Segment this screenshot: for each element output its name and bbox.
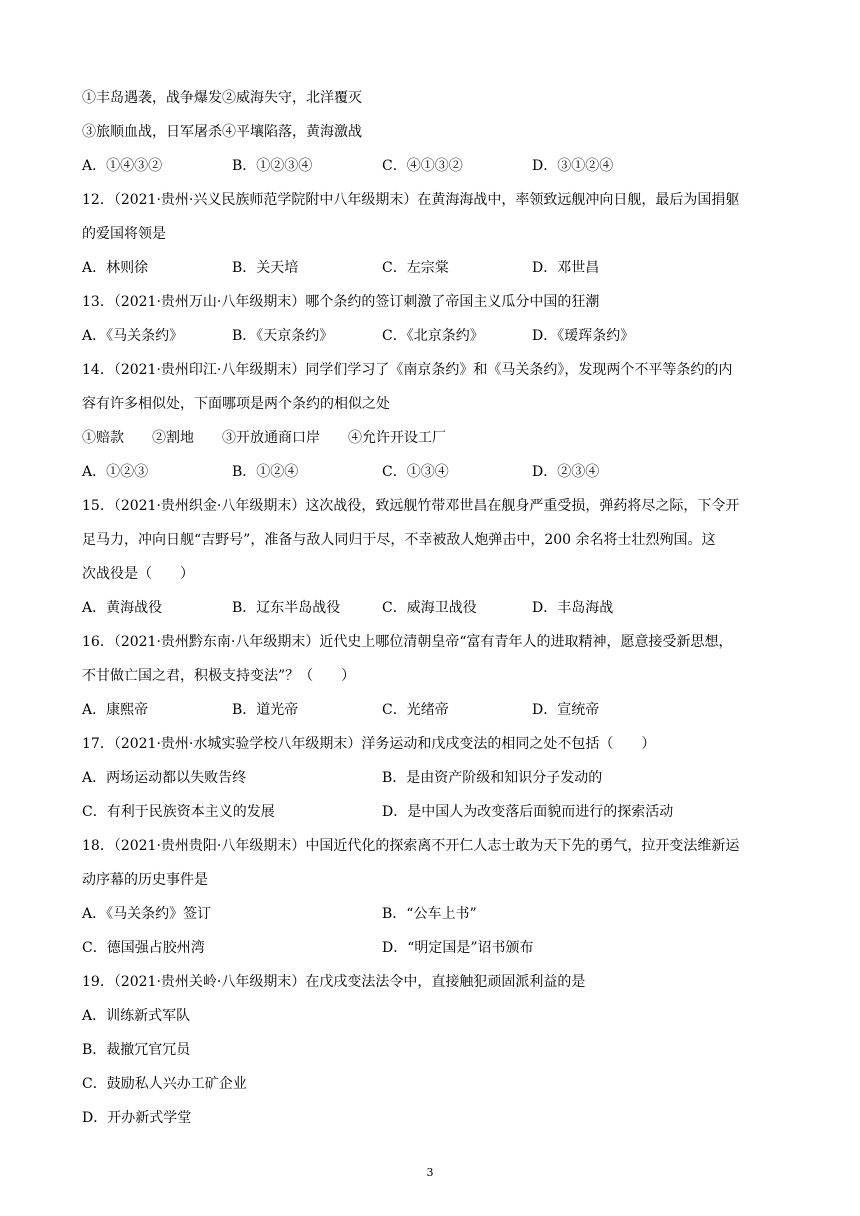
q18-options-row-2 [82,938,782,958]
q15-option-c[interactable]: C．威海卫战役 [382,600,477,616]
q18-options-row-1 [82,904,782,924]
q15-stem-line-1: 15．（2021·贵州织金·八年级期末）这次战役，致远舰竹带邓世昌在舰身严重受损，弹药将尽之际，下令开 [82,498,740,514]
q14-option-a[interactable]: A．①②③ [82,464,149,480]
q13-option-d[interactable]: D．《瑷珲条约》 [532,328,635,344]
q11-option-a[interactable]: A．①④③② [82,158,163,174]
q14-stem-line-2: 容有许多相似处，下面哪项是两个条约的相似之处 [82,396,390,412]
q15-option-a[interactable]: A．黄海战役 [82,600,163,616]
q13-stem-line-1: 13．（2021·贵州万山·八年级期末）哪个条约的签订刺激了帝国主义瓜分中国的狂潮 [82,294,600,310]
q16-stem-line-1: 16．（2021·贵州黔东南·八年级期末）近代史上哪位清朝皇帝“富有青年人的进取精神，愿意接受新思想， [82,634,733,650]
q11-items-line-1: ①丰岛遇袭，战争爆发②威海失守，北洋覆灭 [82,90,362,106]
q14-option-d[interactable]: D．②③④ [532,464,600,480]
q12-option-d[interactable]: D．邓世昌 [532,260,600,276]
q15-option-d[interactable]: D．丰岛海战 [532,600,614,616]
q19-option-a[interactable]: A．训练新式军队 [82,1008,191,1024]
q17-options-row-2 [82,802,782,822]
q11-option-b[interactable]: B．①②③④ [232,158,313,174]
q14-option-c[interactable]: C．①③④ [382,464,449,480]
q18-option-a[interactable]: A．《马关条约》签订 [82,906,212,922]
q18-stem-line-1: 18．（2021·贵州贵阳·八年级期末）中国近代化的探索离不开仁人志士敢为天下先的勇气，拉开变法维新运 [82,838,740,854]
q12-option-c[interactable]: C．左宗棠 [382,260,449,276]
q11-option-c[interactable]: C．④①③② [382,158,463,174]
q14-items: ①赔款 ②割地 ③开放通商口岸 ④允许开设工厂 [82,430,446,446]
q17-option-b[interactable]: B．是由资产阶级和知识分子发动的 [382,770,603,786]
q12-option-a[interactable]: A．林则徐 [82,260,149,276]
q19-option-c[interactable]: C．鼓励私人兴办工矿企业 [82,1076,247,1092]
q15-option-b[interactable]: B．辽东半岛战役 [232,600,341,616]
q14-option-b[interactable]: B．①②④ [232,464,299,480]
q19-stem-line-1: 19．（2021·贵州关岭·八年级期末）在戊戌变法法令中，直接触犯顽固派利益的是 [82,974,586,990]
q15-stem-line-2: 足马力，冲向日舰“吉野号”，准备与敌人同归于尽，不幸被敌人炮弹击中，200 余名将士壮烈殉国。这 [82,532,716,548]
q18-stem-line-2: 动序幕的历史事件是 [82,872,208,888]
q12-stem-line-1: 12．（2021·贵州·兴义民族师范学院附中八年级期末）在黄海海战中，率领致远舰冲向日舰，最后为国捐躯 [82,192,740,208]
q16-stem-line-2: 不甘做亡国之君，积极支持变法”？（ ） [82,668,356,684]
q17-stem-line-1: 17．（2021·贵州·水城实验学校八年级期末）洋务运动和戊戌变法的相同之处不包括（ ） [82,736,656,752]
q16-option-d[interactable]: D．宣统帝 [532,702,600,718]
q12-option-b[interactable]: B．关天培 [232,260,299,276]
q16-option-a[interactable]: A．康熙帝 [82,702,149,718]
page-number: 3 [426,1166,434,1179]
q13-option-c[interactable]: C．《北京条约》 [382,328,484,344]
q12-stem-line-2: 的爱国将领是 [82,226,166,242]
q13-option-b[interactable]: B．《天京条约》 [232,328,334,344]
q15-options [82,598,782,618]
q11-items-line-2: ③旅顺血战，日军屠杀④平壤陷落，黄海激战 [82,124,362,140]
q15-stem-line-3: 次战役是（ ） [82,566,194,582]
q14-options [82,462,782,482]
q18-option-b[interactable]: B．“公车上书” [382,906,477,922]
q17-options-row-1 [82,768,782,788]
q16-option-c[interactable]: C．光绪帝 [382,702,449,718]
q16-options [82,700,782,720]
q18-option-d[interactable]: D．“明定国是”诏书颁布 [382,940,534,956]
q11-options [82,156,782,176]
q12-options [82,258,782,278]
q13-options [82,326,782,346]
q11-option-d[interactable]: D．③①②④ [532,158,614,174]
q16-option-b[interactable]: B．道光帝 [232,702,299,718]
q19-option-b[interactable]: B．裁撤冗官冗员 [82,1042,191,1058]
q14-stem-line-1: 14．（2021·贵州印江·八年级期末）同学们学习了《南京条约》和《马关条约》，发现两个不平等条约的内 [82,362,733,378]
q13-option-a[interactable]: A．《马关条约》 [82,328,184,344]
q17-option-c[interactable]: C．有利于民族资本主义的发展 [82,804,275,820]
q17-option-a[interactable]: A．两场运动都以失败告终 [82,770,247,786]
q19-option-d[interactable]: D．开办新式学堂 [82,1110,192,1126]
q17-option-d[interactable]: D．是中国人为改变落后面貌而进行的探索活动 [382,804,674,820]
q18-option-c[interactable]: C．德国强占胶州湾 [82,940,205,956]
